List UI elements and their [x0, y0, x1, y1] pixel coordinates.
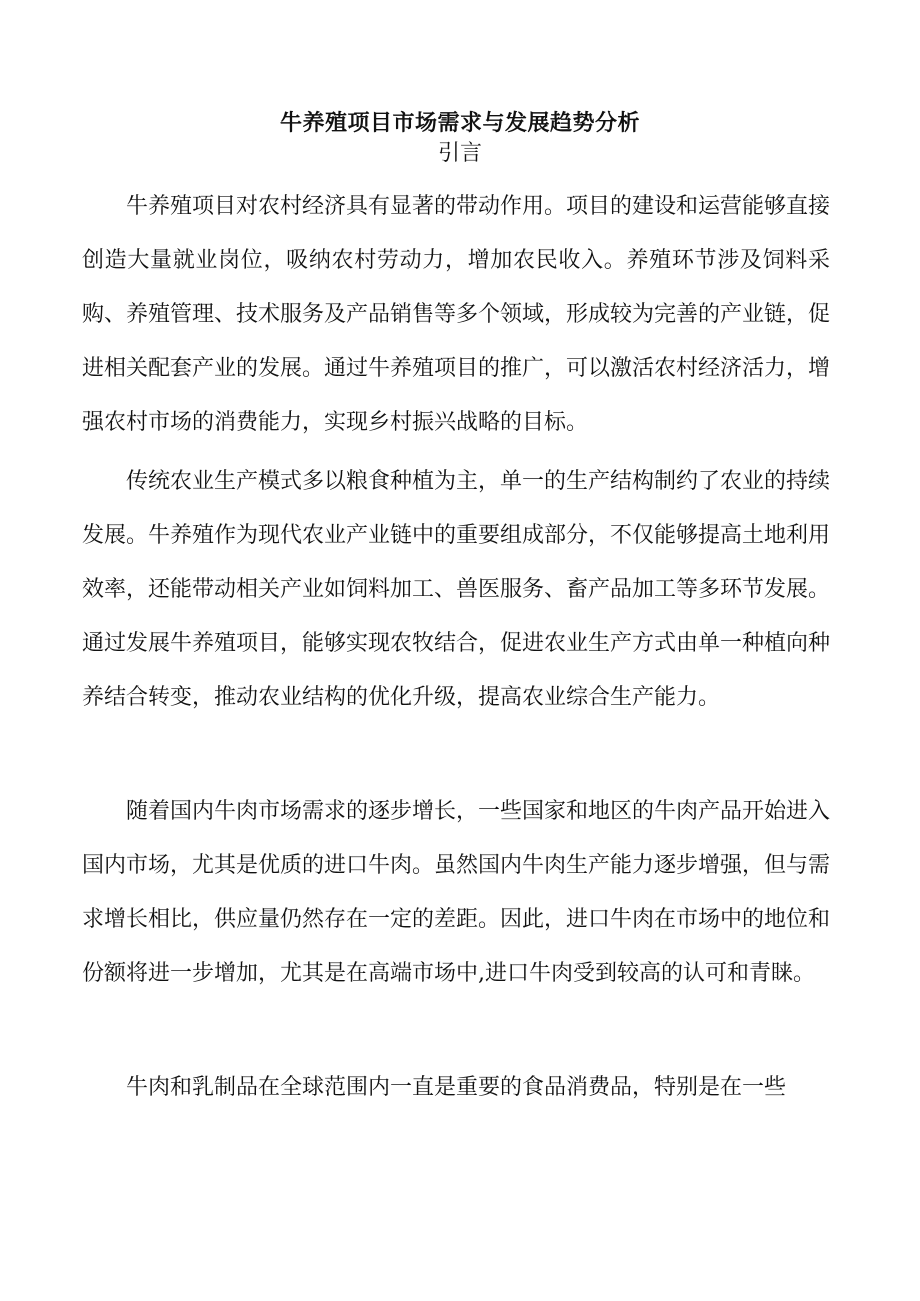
document-title: 牛养殖项目市场需求与发展趋势分析 [279, 110, 640, 136]
paragraph-1: 牛养殖项目对农村经济具有显著的带动作用。项目的建设和运营能够直接创造大量就业岗位，吸纳农村劳动力，增加农民收入。养殖环节涉及饲料采购、养殖管理、技术服务及产品销售等多个领域，形成较为完善的产业链，促进相关配套产业的发展。通过牛养殖项目的推广，可以激活农村经济活力，增强农村市场的消费能力，实现乡村振兴战略的目标。 [82, 194, 831, 435]
document-subtitle: 引言 [437, 141, 482, 166]
paragraph-4: 牛肉和乳制品在全球范围内一直是重要的食品消费品，特别是在一些 [126, 1075, 787, 1100]
paragraph-3: 随着国内牛肉市场需求的逐步增长，一些国家和地区的牛肉产品开始进入国内市场，尤其是优质的进口牛肉。虽然国内牛肉生产能力逐步增强，但与需求增长相比，供应量仍然存在一定的差距。因此，进口牛肉在市场中的地位和份额将进一步增加，尤其是在高端市场中,进口牛肉受到较高的认可和青睐。 [82, 799, 831, 986]
paragraph-2: 传统农业生产模式多以粮食种植为主，单一的生产结构制约了农业的持续发展。牛养殖作为现代农业产业链中的重要组成部分，不仅能够提高土地利用效率，还能带动相关产业如饲料加工、兽医服务、畜产品加工等多环节发展。通过发展牛养殖项目，能够实现农牧结合，促进农业生产方式由单一种植向种养结合转变，推动农业结构的优化升级，提高农业综合生产能力。 [82, 469, 831, 710]
